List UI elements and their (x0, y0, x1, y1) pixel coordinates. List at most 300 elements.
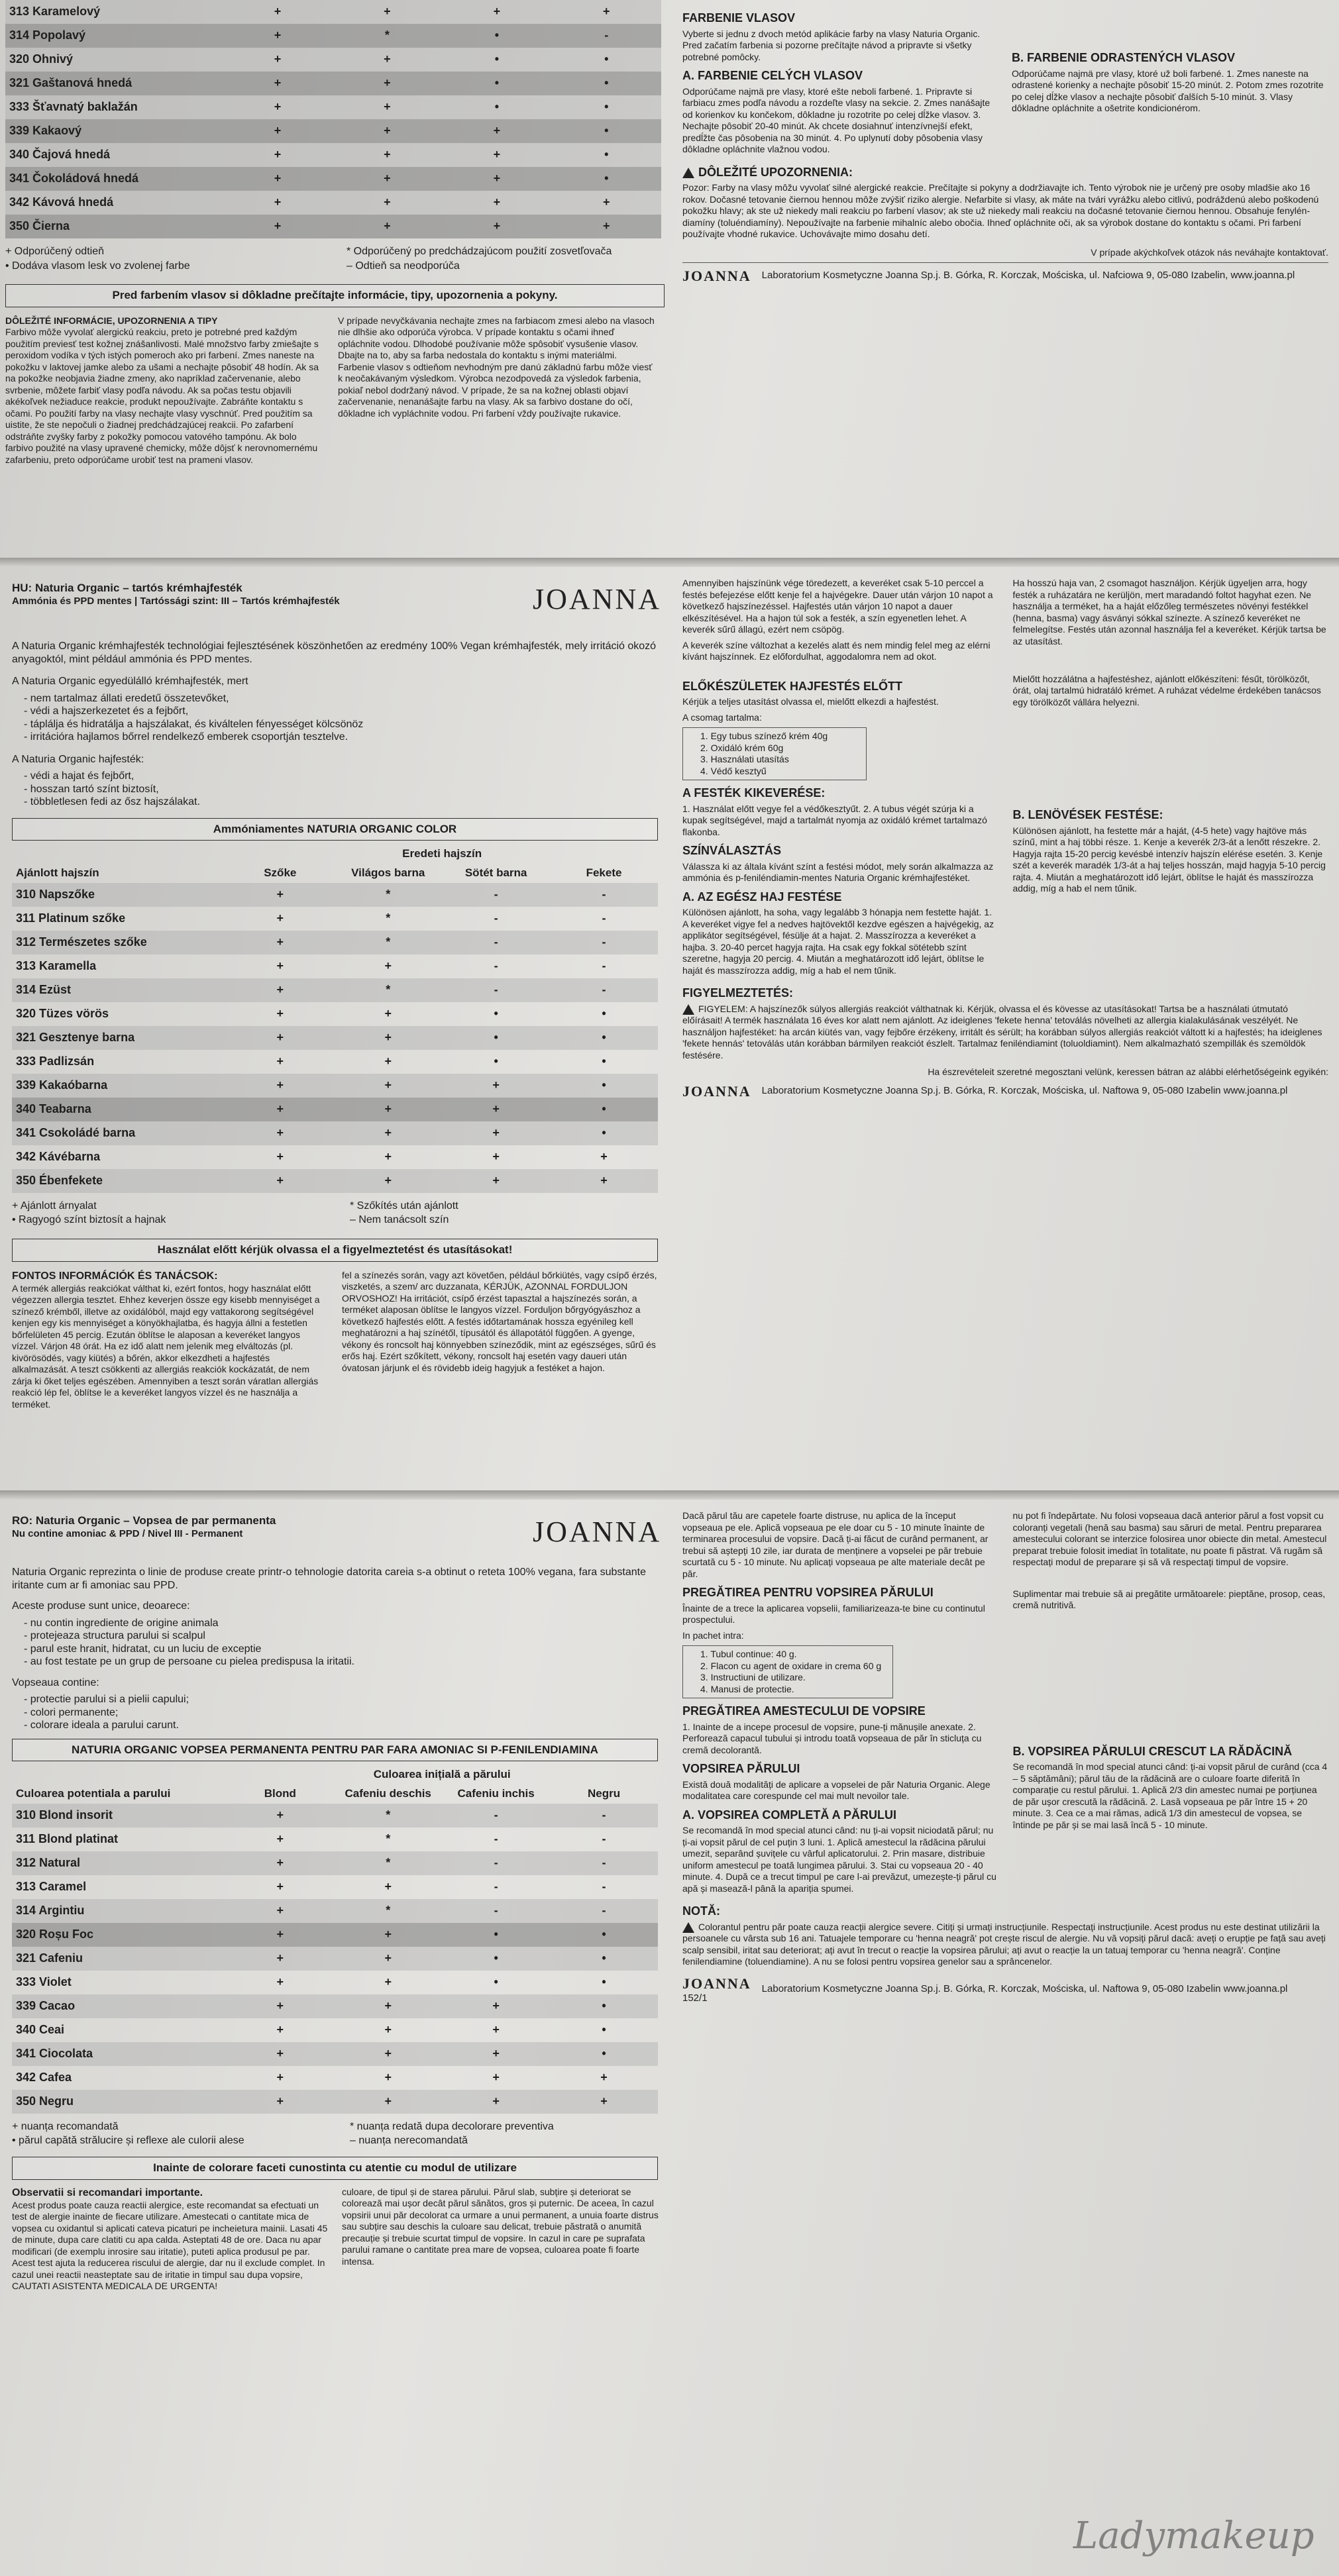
shade-name: 340 Teabarna (12, 1098, 226, 1121)
table-row (5, 72, 661, 95)
list-item: - au fost testate pe un grup de persoane cu pielea predispusa la iritatii. (24, 1656, 354, 1668)
slovak-footer (682, 262, 1328, 285)
suitability-symbol: + (276, 2022, 284, 2036)
suitability-symbol: + (226, 1899, 334, 1923)
suitability-symbol: + (442, 215, 551, 238)
list-item: - protejeaza structura parului si scalpul (24, 1630, 205, 1642)
shade-name: 312 Természetes szőke (12, 931, 226, 954)
watermark-logo: Ladymakeup (1073, 2514, 1314, 2557)
table-row (12, 1947, 658, 1971)
suitability-symbol: • (442, 95, 551, 119)
warnings-title: DÔLEŽITÉ UPOZORNENIA: (682, 165, 1328, 180)
suitability-symbol: + (276, 958, 284, 972)
hu-method-b-text: Különösen ajánlott, ha festette már a haját, (4-5 hete) vagy hajtöve más színű, mint a haj többi része. 1. Kenje a keverék 2/3-át a lenőtt részekre. 2. Hagyja rajta 15-20 percig kevésbé intenzív hajszín elérése esetén. 3. Kenje szét a keverék maradék 1/3-át a haj teljes hosszán, majd hagyja 5-10 percig rajta. 4. Miután a meghatározott idő lejárt, öblítse le haját és masszírozza addig, míg a hab el nem tűnik. (1012, 825, 1326, 894)
suitability-symbol: + (600, 2070, 608, 2084)
hu-r-text-2: A keverék színe változhat a kezelés alatt és nem mindig felel meg az elérni kívánt hajszínnek. Ez előfordulhat, aggodalomra nem ad okot. (682, 639, 991, 662)
ro-pack-title: In pachet intra: (682, 1629, 744, 1641)
slovak-info-columns (5, 315, 668, 466)
suitability-symbol: * (334, 1804, 442, 1828)
table-row (12, 1074, 658, 1098)
table-row (12, 954, 658, 978)
ro-col-head: Negru (587, 1787, 621, 1800)
hu-final: Ha észrevételeit szeretné megosztani velünk, keressen bátran az alábbi elérhetőségeink egyikén: (928, 1066, 1328, 1077)
suitability-symbol: + (223, 191, 332, 215)
hu-fontos-title: FONTOS INFORMÁCIÓK ÉS TANÁCSOK: (12, 1270, 218, 1282)
suitability-symbol: + (276, 1054, 284, 1068)
shade-name: 321 Gesztenye barna (12, 1026, 226, 1050)
hu-choice-text: Válassza ki az általa kívánt színt a festési módot, mely során alkalmazza az ammónia és p-feniléndiamin-mentes Naturia Organic krémhajfestéket. (682, 860, 994, 883)
suitability-symbol: • (442, 24, 551, 48)
suitability-symbol: + (442, 167, 551, 191)
table-row (12, 907, 658, 931)
ro-obs-text: Acest produs poate cauza reactii alergice, este recomandat sa efectuati un test de alergie inainte de fiecare utilizare. Amestecati o cantitate mica de vopsea cu oxidantul si aplicati cateva picaturi pe incheietura mainii. Lasati 45 de minute, dupa care clatiti cu apa calda. Asteptati 48 de ore. Daca nu apar modificari (de exemplu inrosire sau iritatie), puteti aplica produsul pe par. Acest test ajuta la reducerea riscului de alergie, dar nu il exclude complet. In cazul unei reactii neasteptate sau de iritatie in timpul sau dupa vopsire, CAUTATI ASISTENTA MEDICALA DE URGENTA! (12, 2199, 328, 2292)
suitability-symbol: • (442, 48, 551, 72)
table-row (12, 2042, 658, 2066)
ro-obs-text-2: culoare, de tipul și de starea părului. Părul slab, subțire și deteriorat se colorează mai ușor decât părul sănătos, gros și puternic. De aceea, în cazul vopsirii unui păr decolorat ca urmare a unui permanent, a unuia foarte distrus sau subțire sau deschis la culoare sau delicat, trebuie păstrată o anumită precauție și trebuie scurtat timpul de vopsire. In cazul in care pe suprafata parului ramane o cantitate prea mare de vopsea, culoarea poate fi foarte intensa. (342, 2186, 659, 2267)
suitability-symbol: + (334, 1026, 442, 1050)
suitability-symbol: + (552, 191, 661, 215)
suitability-symbol: + (223, 48, 332, 72)
suitability-symbol: • (550, 1098, 658, 1121)
ro-bullets-title: Aceste produse sunt unice, deoarece: (12, 1600, 190, 1612)
hu-bullet-list-2 (12, 770, 668, 809)
suitability-symbol: • (552, 167, 661, 191)
method-a-text: Odporúčame najmä pre vlasy, ktoré ešte neboli farbené. 1. Pripravte si farbiacu zmes podľa návodu a rozdeľte vlasy na sekcie. 2. Zmes nanášajte od korienkov ku končekom, dôkladne ju rozotrite po celej dĺžke vlasov. 3. Nechajte pôsobiť 20-40 minút. Ak chcete dosiahnuť intenzívnejší efekt, predĺžte čas pôsobenia na 30 minút. 4. Po uplynutí doby pôsobenia vlasy dôkladne opláchnite vlažnou vodou. (682, 85, 991, 154)
suitability-symbol: + (226, 1994, 334, 2018)
shade-name: 339 Cacao (12, 1994, 226, 2018)
hu-left-column (12, 582, 668, 1410)
table-row (12, 1169, 658, 1193)
brand-logo: JOANNA (533, 1516, 661, 1548)
suitability-symbol: - (602, 911, 606, 925)
hu-prep-text: Kérjük a teljes utasítást olvassa el, mielőtt elkezdi a hajfestést. (682, 696, 939, 707)
table-row (12, 931, 658, 954)
table-row (5, 191, 661, 215)
suitability-symbol: + (442, 0, 551, 24)
legend-item: – Odtieň sa neodporúča (347, 260, 460, 272)
table-row (12, 2018, 658, 2042)
suitability-symbol: + (442, 1994, 550, 2018)
shade-name: 350 Čierna (5, 215, 223, 238)
suitability-symbol: + (226, 1947, 334, 1971)
shade-name: 342 Kávová hnedá (5, 191, 223, 215)
suitability-symbol: * (334, 1899, 442, 1923)
suitability-symbol: + (223, 24, 332, 48)
suitability-symbol: + (492, 1149, 500, 1163)
ro-note-title: NOTĂ: (682, 1904, 720, 1918)
suitability-symbol: + (334, 1169, 442, 1193)
suitability-symbol: - (550, 1804, 658, 1828)
company-address: Laboratorium Kosmetyczne Joanna Sp.j. B. Górka, R. Korczak, Mościska, ul. Naftowa 9, 05-080 Izabelin www.joanna.pl (761, 1084, 1288, 1096)
hu-r-col3b: Mielőtt hozzálátna a hajfestéshez, ajánlott előkészíteni: fésűt, törölközőt, órát, olaj tartalmú hidratáló krémet. A ruházat védelme érdekében tanácsos egy törölközőt vállára helyezni. (1012, 673, 1321, 707)
ro-color-text: Există două modalități de aplicare a vopselei de păr Naturia Organic. Alege modalitatea care corespunde cel mai mult nevoilor tale. (682, 1778, 991, 1801)
suitability-symbol: + (334, 2090, 442, 2114)
shade-name: 320 Tüzes vörös (16, 1006, 109, 1020)
suitability-symbol: + (334, 1074, 442, 1098)
suitability-symbol: + (384, 2022, 392, 2036)
suitability-symbol: - (442, 931, 550, 954)
suitability-symbol: + (276, 1975, 284, 1988)
suitability-symbol: - (494, 958, 498, 972)
suitability-symbol: + (333, 191, 442, 215)
hu-bullets2-title: A Naturia Organic hajfesték: (12, 753, 144, 765)
suitability-symbol: • (550, 1923, 658, 1947)
brand-logo: JOANNA (533, 583, 661, 615)
legend-item: – nuanța nerecomandată (350, 2135, 468, 2147)
suitability-symbol: + (226, 1169, 334, 1193)
table-row (12, 1899, 658, 1923)
info-text-2: V prípade nevyčkávania nechajte zmes na farbiacom zmesi alebo na vlasoch nie dlhšie ako odporúča výrobca. V prípade kontaktu s očami ihneď opláchnite vodou. Dlhodobé používanie môže spôsobiť vysušenie vlasov. Dbajte na to, aby sa farba nedostala do kontaktu s inými materiálmi. Farbenie vlasov s odtieňom nevhodným pre danú základnú farbu môže viesť k neočakávaným výsledkom. Výrobca nezodpovedá za výsledok farbenia, pokiaľ nebol dodržaný návod. V prípade, že sa na kožnej oblasti objaví začervenanie, nenanášajte farbu na vlasy. Ak sa farbivo dostane do očí, dôkladne ich vypláchnite vodou. Pri farbení vždy používajte rukavice. (338, 315, 655, 419)
ro-col-name: Culoarea potentiala a parului (16, 1787, 171, 1800)
method-b-text: Odporúčame najmä pre vlasy, ktoré už boli farbené. 1. Zmes naneste na odrastené korienky a nechajte pôsobiť 15-20 minút. 2. Potom zmes rozotrite po celej dĺžke vlasov a nechajte pôsobiť ďalších 5-10 minút. 3. Vlasy dôkladne opláchnite a ošetrite kondicionérom. (1012, 68, 1324, 113)
suitability-symbol: - (442, 978, 550, 1002)
suitability-symbol: - (550, 931, 658, 954)
suitability-symbol: + (226, 2042, 334, 2066)
coloring-title: FARBENIE VLASOV (682, 11, 796, 25)
ro-right-column (682, 1510, 1328, 2005)
hu-col-head: Szőke (264, 866, 297, 880)
suitability-symbol: + (226, 978, 334, 1002)
hu-right-column (682, 578, 1328, 1100)
legend-item: + nuanța recomandată (12, 2120, 119, 2132)
table-row (12, 1050, 658, 1074)
hu-subheading: Ammónia és PPD mentes | Tartóssági szint: III – Tartós krémhajfesték (12, 595, 340, 607)
ro-method-a-title: A. VOPSIREA COMPLETĂ A PĂRULUI (682, 1808, 897, 1822)
hu-fontos-text-2: fel a színezés során, vagy azt követően, például bőrkiütés, vagy csípő érzés, viszketés, a szem/ arc duzzanata, KÉRJÜK, AZONNAL FORDULJON ORVOSHOZ! Ha irritációt, csípő érzést tapasztal a hajszínezés során, a terméket alaposan öblítse le langyos vízzel. Forduljon bőrgyógyászhoz a következő hajfestés előtt. A festés időtartamának hossza egyénileg kell meghatározni a haj színétől, típusától és állapotától függően. A gyenge, vékony és roncsolt haj könnyebben színeződik, mint az egészséges, sűrű és erős haj. Ezért szőkített, vékony, roncsolt haj esetén vagy daueri után óvatosan járjunk el és rövidebb ideig hagyjuk a festéket a hajon. (342, 1269, 657, 1373)
suitability-symbol: + (442, 1121, 550, 1145)
slovak-legend (5, 245, 668, 272)
hu-warning-text: FIGYELEM: A hajszínezők súlyos allergiás reakciót válthatnak ki. Kérjük, olvassa el és kövesse az utasításokat! Tartsa be a használati útmutató előírásait! A termék használata 16 éves kor alatt nem ajánlott. Az ideiglenes 'fekete henna' tetoválás növelheti az allergia kialakulásának veszélyét. Ne használjon hajfestéket: ha arcán kiütés van, vagy fejbőre érzékeny, irritált és sérült; ha korábban súlyos allergiás reakciót váltott ki a hajfestés; ha ideiglenes 'fekete hennás' tetoválás után korábban bármilyen reakciót észlelt. Tartalmaz feniléndiamint (toluoldiamint). Nem alkalmazható szempillák és szemöldök festésére. (682, 1003, 1322, 1060)
legend-item: • Ragyogó színt biztosít a hajnak (12, 1214, 166, 1226)
suitability-symbol: - (550, 883, 658, 907)
suitability-symbol: + (384, 1975, 392, 1988)
table-row (5, 0, 661, 24)
suitability-symbol: - (494, 1831, 498, 1845)
suitability-symbol: + (600, 1149, 608, 1163)
ro-read-box: Inainte de colorare faceti cunostinta cu atentie cu modul de utilizare (12, 2157, 658, 2180)
suitability-symbol: + (442, 143, 551, 167)
shade-name: 339 Kakaový (5, 119, 223, 143)
list-item: - colorare ideala a parului carunt. (24, 1720, 179, 1731)
suitability-symbol: * (334, 883, 442, 907)
suitability-symbol: • (550, 1994, 658, 2018)
table-row (5, 24, 661, 48)
hu-warning-title: FIGYELMEZTETÉS: (682, 986, 794, 1000)
suitability-symbol: + (333, 119, 442, 143)
suitability-symbol: • (550, 1121, 658, 1145)
suitability-symbol: - (442, 883, 550, 907)
romanian-section (0, 1501, 1339, 2576)
list-item: 3. Használati utasítás (700, 754, 789, 764)
list-item: 2. Oxidáló krém 60g (700, 742, 784, 753)
suitability-symbol: • (552, 72, 661, 95)
suitability-symbol: + (334, 2042, 442, 2066)
table-row (12, 1875, 658, 1899)
suitability-symbol: + (276, 2070, 284, 2084)
suitability-symbol: • (602, 1006, 606, 1020)
list-item: - védi a hajat és fejbőrt, (24, 770, 134, 782)
shade-name: 339 Kakaóbarna (12, 1074, 226, 1098)
shade-name: 313 Karamelový (5, 0, 223, 24)
table-row (12, 1145, 658, 1169)
suitability-symbol: + (333, 143, 442, 167)
slovak-section (0, 0, 1339, 556)
suitability-symbol: + (384, 1879, 392, 1893)
hu-col-head: Sötét barna (464, 866, 527, 880)
ro-heading: RO: Naturia Organic – Vopsea de par permanenta (12, 1514, 276, 1527)
shade-name: 350 Negru (12, 2090, 226, 2114)
table-row (12, 1971, 658, 1994)
list-item: - nu contin ingrediente de origine animala (24, 1617, 219, 1629)
suitability-symbol: • (550, 2042, 658, 2066)
hu-mix-text: 1. Használat előtt vegye fel a védőkesztyűt. 2. A tubus végét szúrja ki a kupak segítségével, majd a tartalmát nyomja az oxidáló krémet tartalmazó flakonba. (682, 803, 987, 837)
shade-name: 314 Argintiu (12, 1899, 226, 1923)
table-row (12, 1002, 658, 1026)
ro-obs-title: Observatii si recomandari importante. (12, 2187, 203, 2198)
list-item: - védi a hajszerkezetet és a fejbőrt, (24, 705, 189, 717)
suitability-symbol: + (223, 167, 332, 191)
table-row (5, 119, 661, 143)
list-item: - colori permanente; (24, 1706, 119, 1718)
ro-bullets2-title: Vopseaua contine: (12, 1676, 99, 1688)
table-row (12, 1121, 658, 1145)
suitability-symbol: - (550, 1899, 658, 1923)
table-row (5, 95, 661, 119)
ro-r-col3: nu pot fi îndepărtate. Nu folosi vopseaua dacă anterior părul a fost vopsit cu coloranți vegetali (henă sau basma) sau săruri de metal. Pentru prepararea amestecului colorant se interzice folosirea unor obiecte din metal. Amestecul preparat trebuie folosit imediat în totalitate, nu poate fi păstrat. Vă rugăm să respectați modul de preparare și să vă respectați timpul de vopsire. (1012, 1510, 1327, 1567)
suitability-symbol: • (552, 48, 661, 72)
shade-name: 310 Napszőke (12, 883, 226, 907)
suitability-symbol: - (494, 911, 498, 925)
shade-name: 314 Ezüst (12, 978, 226, 1002)
table-row (12, 1804, 658, 1828)
suitability-symbol: • (494, 1975, 498, 1988)
suitability-symbol: + (442, 119, 551, 143)
suitability-symbol: + (384, 1006, 392, 1020)
ro-left-column (12, 1514, 668, 2293)
hu-bullet-list (12, 692, 668, 744)
ro-info-columns (12, 2187, 668, 2293)
hu-col-group: Eredeti hajszín (402, 847, 482, 860)
brand-logo: JOANNA (682, 1975, 751, 1992)
coloring-text: Vyberte si jednu z dvoch metód aplikácie farby na vlasy Naturia Organic. Pred začatím farbenia si pozorne prečítajte návod a pripravte si všetky potrebné pomôcky. (682, 28, 981, 62)
hu-read-box: Használat előtt kérjük olvassa el a figyelmeztetést és utasításokat! (12, 1239, 658, 1262)
ro-note-text: Colorantul pentru păr poate cauza reacții alergice severe. Citiți și urmați instrucțiunile. Respectați instrucțiunile. Acest produs nu este destinat utilizării la persoanele cu vârsta sub 16 ani. Tatuajele temporare cu 'henna neagră' pot crește riscul de alergie. Nu vă vopsiți părul dacă: aveți o erupție pe față sau aveți scalp sensibil, iritat sau deteriorat; ați avut în trecut o reacție la vopsirea părului; ați avut o reacție la un tatuaj temporar cu 'henna neagră'. Conține fenilendiamine (toluendiamine). A nu se folosi pentru vopsirea genelor sau a sprâncenelor. (682, 1921, 1326, 1967)
suitability-symbol: - (602, 1879, 606, 1893)
warnings-text: Pozor: Farby na vlasy môžu vyvolať silné alergické reakcie. Prečítajte si pokyny a dodržiavajte ich. Tento výrobok nie je určený pre osoby mladšie ako 16 rokov. Dočasné tetovanie čiernou hennou môže zvýšiť riziko alergie. Nefarbite si vlasy, ak máte na tvári vyrážku alebo citlivú, podráždenú alebo poškodenú pokožku hlavy; ak ste už niekedy mali reakciu po farbení vlasov; ak ste už niekedy mali reakciu na dočasné tetovanie čiernou hennou. Obsahuje fenyléndiamíny (toluéndiamíny). Nepoužívajte na farbenie mihalníc alebo obočia. Ihneď opláchnite oči, ak sa výrobok dostane do kontaktu s očami. Pri farbení používajte vhodné rukavice. Uchovávajte mimo dosahu detí. (682, 182, 1319, 239)
suitability-symbol: + (276, 1831, 284, 1845)
suitability-symbol: + (334, 1947, 442, 1971)
hu-heading: HU: Naturia Organic – tartós krémhajfesték (12, 582, 242, 594)
ro-prep-text: Înainte de a trece la aplicarea vopselii, familiarizeaza-te bine cu continutul prospectului. (682, 1602, 985, 1625)
shade-name: 340 Čajová hnedá (5, 143, 223, 167)
ro-col-head: Cafeniu inchis (457, 1787, 535, 1800)
hungarian-section (0, 568, 1339, 1489)
shade-name: 342 Kávébarna (16, 1149, 101, 1163)
list-item: 4. Manusi de protectie. (700, 1683, 794, 1694)
suitability-symbol: + (276, 1149, 284, 1163)
table-row (12, 2066, 658, 2090)
suitability-symbol: + (276, 1879, 284, 1893)
table-row (5, 215, 661, 238)
method-a-title: A. FARBENIE CELÝCH VLASOV (682, 69, 863, 82)
suitability-symbol: • (550, 1074, 658, 1098)
table-row (12, 2090, 658, 2114)
ro-col-head: Blond (264, 1787, 296, 1800)
suitability-symbol: - (550, 978, 658, 1002)
list-item: - táplálja és hidratálja a hajszálakat, és kiváltelen fényességet kölcsönöz (24, 718, 364, 730)
table-row (5, 48, 661, 72)
suitability-symbol: * (334, 978, 442, 1002)
list-item: 3. Instructiuni de utilizare. (700, 1672, 806, 1682)
suitability-symbol: + (226, 1121, 334, 1145)
ro-bullet-list-2 (12, 1693, 668, 1732)
warning-icon (682, 168, 694, 178)
shade-name: 341 Ciocolata (12, 2042, 226, 2066)
suitability-symbol: + (226, 1098, 334, 1121)
contact-line: V prípade akýchkoľvek otázok nás neváhajte kontaktovať. (1091, 246, 1328, 258)
shade-name: 341 Csokoládé barna (12, 1121, 226, 1145)
list-item: - nem tartalmaz állati eredetű összetevőket, (24, 692, 229, 704)
shade-name: 321 Gaštanová hnedá (5, 72, 223, 95)
suitability-symbol: + (333, 48, 442, 72)
warning-icon (682, 1922, 694, 1933)
suitability-symbol: + (492, 2070, 500, 2084)
slovak-shade-table (5, 0, 661, 238)
slovak-left-column (5, 0, 668, 466)
legend-item: • părul capătă strălucire și reflexe ale culorii alese (12, 2135, 244, 2147)
hu-footer (682, 1082, 1328, 1101)
list-item: - többletlesen fedi az ősz hajszálakat. (24, 796, 200, 808)
ro-legend (12, 2120, 668, 2147)
shade-name: 311 Platinum szőke (16, 911, 126, 925)
legend-item: * nuanța redată dupa decolorare preventiva (350, 2120, 554, 2132)
legend-item: * Odporúčený po predchádzajúcom použití zosvetľovača (347, 246, 612, 257)
ro-col-head: Cafeniu deschis (345, 1787, 431, 1800)
shade-name: 321 Cafeniu (12, 1947, 226, 1971)
info-text: Farbivo môže vyvolať alergickú reakciu, preto je potrebné pred každým použitím previesť test kožnej znášanlivosti. Malé množstvo farby zmiešajte s peroxidom vodíka v tých istých pomeroch ako pri farbení. Zmes naneste na pokožku v laktovej jamke alebo za ušami a nechajte pôsobiť 48 hodín. Ak sa na pokožke neobjavia žiadne zmeny, ako napríklad začervenanie, alebo svrbenie, môžete farbiť vlasy podľa návodu. Ak sa počas testu objavili akékoľvek nežiaduce reakcie, produkt nepoužívajte. Zabráňte kontaktu s očami. Po použití farby na vlasy nechajte vlasy vyschnúť. Pred použitím sa uistite, že ste nepočuli o žiadnej predchádzajúcej reakcii. Po zafarbení odstráňte zvyšky farby z pokožky pomocou vatového tampónu. Ak bolo farbivo použité na vlasy upravené chemicky, môže dôjsť k nerovnomernému zafarbeniu, preto odporúčame urobiť test na prameni vlasov. (5, 327, 319, 465)
shade-name: 333 Violet (16, 1975, 72, 1988)
shade-name: 314 Popolavý (5, 24, 223, 48)
shade-name: 350 Ébenfekete (12, 1169, 226, 1193)
hu-pack-title: A csomag tartalma: (682, 711, 762, 723)
suitability-symbol: + (226, 1804, 334, 1828)
suitability-symbol: + (552, 0, 661, 24)
suitability-symbol: + (384, 1149, 392, 1163)
suitability-symbol: + (442, 1169, 550, 1193)
suitability-symbol: + (550, 2090, 658, 2114)
suitability-symbol: • (602, 1975, 606, 1988)
ro-prep-title: PREGĂTIREA PENTRU VOPSIREA PĂRULUI (682, 1586, 934, 1599)
suitability-symbol: + (333, 95, 442, 119)
suitability-symbol: + (552, 215, 661, 238)
suitability-symbol: + (226, 1074, 334, 1098)
paper-fold (0, 1490, 1339, 1500)
ro-r-text-1: Dacă părul tău are capetele foarte distruse, nu aplica de la început vopseaua pe ele. Aplică vopseaua pe ele doar cu 5 - 10 minute înainte de terminarea procesului de vopsire. Dacă ți-ai făcut de curând permanent, ar trebui să aștepți 10 zile, iar durata de menținere a vopselei pe păr trebuie scurtată cu 5 - 10 minute. Nu aplicați vopseaua pe alte materiale decât pe păr. (682, 1510, 989, 1579)
table-row (5, 167, 661, 191)
slovak-right-column (682, 5, 1328, 285)
suitability-symbol: + (334, 1923, 442, 1947)
suitability-symbol: - (602, 1831, 606, 1845)
suitability-symbol: + (492, 2022, 500, 2036)
method-b (1012, 5, 1326, 160)
suitability-symbol: * (386, 911, 391, 925)
hu-fontos-text: A termék allergiás reakciókat válthat ki, ezért fontos, hogy használat előtt végezzen allergia tesztet. Ehhez keverjen össze egy kisebb mennyiséget a színező krémből, illetve az oxidálóból, majd egy vattakorong segítségével kenjen egy kis mennyiséget a könyökhajlatba, és hagyja állni a festetlen bőrfelületen 45 percig. Ezután öblítse le alaposan a keveréket langyos vízzel. Várjon 48 órát. Ha ez idő alatt nem jelenik meg elváltozás (pl. kivörösödés, vagy kiütés) a bőrén, akkor elkezdheti a hajfestés alkalmazását. A teszt csökkenti az allergiás reakciók kockázatát, de nem zárja ki őket teljes egészében. Amennyiben a teszt során váratlan allergiás reakció lép fel, öblítse le a keveréket langyos vízzel és ne használja a terméket. (12, 1282, 320, 1410)
hu-bullets-title: A Naturia Organic egyedülálló krémhajfesték, mert (12, 676, 248, 688)
ro-footer (682, 1975, 1328, 2005)
suitability-symbol: • (494, 1006, 498, 1020)
suitability-symbol: + (223, 143, 332, 167)
hu-intro: A Naturia Organic krémhajfesték technológiai fejlesztésének köszönhetően az eredmény 100% Vegan krémhajfesték, mely irritáció okozó anyagoktól, mint például ammónia és PPD mentes. (12, 641, 657, 665)
hu-method-b-title: B. LENÖVÉSEK FESTÉSE: (1012, 808, 1163, 821)
list-item: - irritációra hajlamos bőrrel rendelkező emberek csoportján tesztelve. (24, 731, 348, 743)
suitability-symbol: * (333, 24, 442, 48)
suitability-symbol: • (494, 1054, 498, 1068)
suitability-symbol: + (550, 1169, 658, 1193)
suitability-symbol: • (442, 1923, 550, 1947)
suitability-symbol: - (550, 1851, 658, 1875)
method-b-title: B. FARBENIE ODRASTENÝCH VLASOV (1012, 51, 1236, 64)
legend-item: – Nem tanácsolt szín (350, 1214, 449, 1226)
ro-color-title: VOPSIREA PĂRULUI (682, 1762, 800, 1775)
suitability-symbol: + (226, 1851, 334, 1875)
table-row (12, 1828, 658, 1851)
hu-col-head: Fekete (586, 866, 622, 880)
suitability-symbol: * (334, 931, 442, 954)
suitability-symbol: + (333, 0, 442, 24)
suitability-symbol: + (442, 1098, 550, 1121)
legend-item: + Ajánlott árnyalat (12, 1200, 97, 1211)
ro-method-b-title: B. VOPSIREA PĂRULUI CRESCUT LA RĂDĂCINĂ (1012, 1744, 1293, 1758)
shade-name: 313 Caramel (16, 1879, 87, 1893)
company-address: Laboratorium Kosmetyczne Joanna Sp.j. B. Górka, R. Korczak, Mościska, ul. Naftowa 9, 05-080 Izabelin www.joanna.pl (761, 1983, 1288, 1995)
list-item: 2. Flacon cu agent de oxidare in crema 60 g (700, 1660, 882, 1671)
shade-name: 313 Karamella (16, 958, 97, 972)
shade-name: 310 Blond insorit (12, 1804, 226, 1828)
info-left (5, 315, 323, 466)
ro-subheading: Nu contine amoniac & PPD / Nivel III - Permanent (12, 1527, 243, 1539)
table-row (12, 1851, 658, 1875)
suitability-symbol: + (442, 191, 551, 215)
suitability-symbol: • (442, 72, 551, 95)
suitability-symbol: * (334, 1851, 442, 1875)
hu-method-a-title: A. AZ EGÉSZ HAJ FESTÉSE (682, 890, 842, 903)
ro-method-b-text: Se recomandă în mod special atunci când: ți-ai vopsit părul de curând (cca 4 – 5 săptămâni); părul tău de la rădăcină are o culoare foarte diferită în comparație cu restul părului. 1. Aplică 2/3 din amestec numai pe porțiunea de păr ușor crescută la rădăcină. 2. Lasă vopseaua pe păr între 15 + 20 minute. 3. Cea ce a mai rămas, adică 1/3 din amestecul de vopsea, se întinde pe păr și se mai lasă încă 5 - 10 minute. (1012, 1761, 1328, 1830)
suitability-symbol: * (386, 1831, 391, 1845)
ro-pack-list (682, 1645, 893, 1698)
suitability-symbol: + (223, 0, 332, 24)
info-right (338, 315, 656, 466)
hu-legend (12, 1200, 668, 1227)
suitability-symbol: + (442, 2090, 550, 2114)
hu-prep-title: ELŐKÉSZÜLETEK HAJFESTÉS ELŐTT (682, 679, 903, 693)
hu-method-a-text: Különösen ajánlott, ha soha, vagy legalább 3 hónapja nem festette haját. 1. A keveréket vigye fel a nedves hajtövektől kezdve egészen a hajvégekig, az applikátor segítségével, fésülje át a hajat. 2. Masszírozza a keveréket a hajba. 3. 20-40 percet hagyja rajta. Ha csak egy fokkal sötétebb színt szeretne, hagyja 20 percig. 4. Miután a meghatározott idő lejárt, öblítse le haját és masszírozza addig, míg a hab el nem tűnik. (682, 907, 994, 976)
shade-name: 312 Natural (12, 1851, 226, 1875)
suitability-symbol: - (442, 1899, 550, 1923)
table-row (12, 1994, 658, 2018)
shade-name: 333 Šťavnatý baklažán (5, 95, 223, 119)
list-item: - hosszan tartó színt biztosít, (24, 783, 159, 795)
hu-r-text-1: Amennyiben hajszínünk vége töredezett, a keveréket csak 5-10 perccel a festés befejezése előtt kenje fel a hajvégekre. Dauer után várjon 10 napot a következő hajszínezéssel. Hajfestés után várjon 10 napot a dauer elkészítésével. Ha a hajon túl sok a festék, a szín egyenetlen lehet. A keverék sűrű állagú, ezért nem csöpög. (682, 578, 993, 635)
brand-logo: JOANNA (682, 268, 751, 284)
ro-intro: Naturia Organic reprezinta o linie de produse create printr-o tehnologie datorita careia s-a obtinut o reteta 100% vegana, fara substante iritante cum ar fi amoniac sau PPD. (12, 1567, 647, 1591)
ro-table-title: NATURIA ORGANIC VOPSEA PERMANENTA PENTRU PAR FARA AMONIAC SI P-FENILENDIAMINA (12, 1739, 658, 1762)
suitability-symbol: + (226, 1026, 334, 1050)
suitability-symbol: • (602, 2022, 606, 2036)
hu-mix-title: A FESTÉK KIKEVERÉSE: (682, 786, 826, 799)
suitability-symbol: • (552, 143, 661, 167)
paper-fold (0, 558, 1339, 567)
hu-col-name: Ajánlott hajszín (16, 866, 99, 880)
